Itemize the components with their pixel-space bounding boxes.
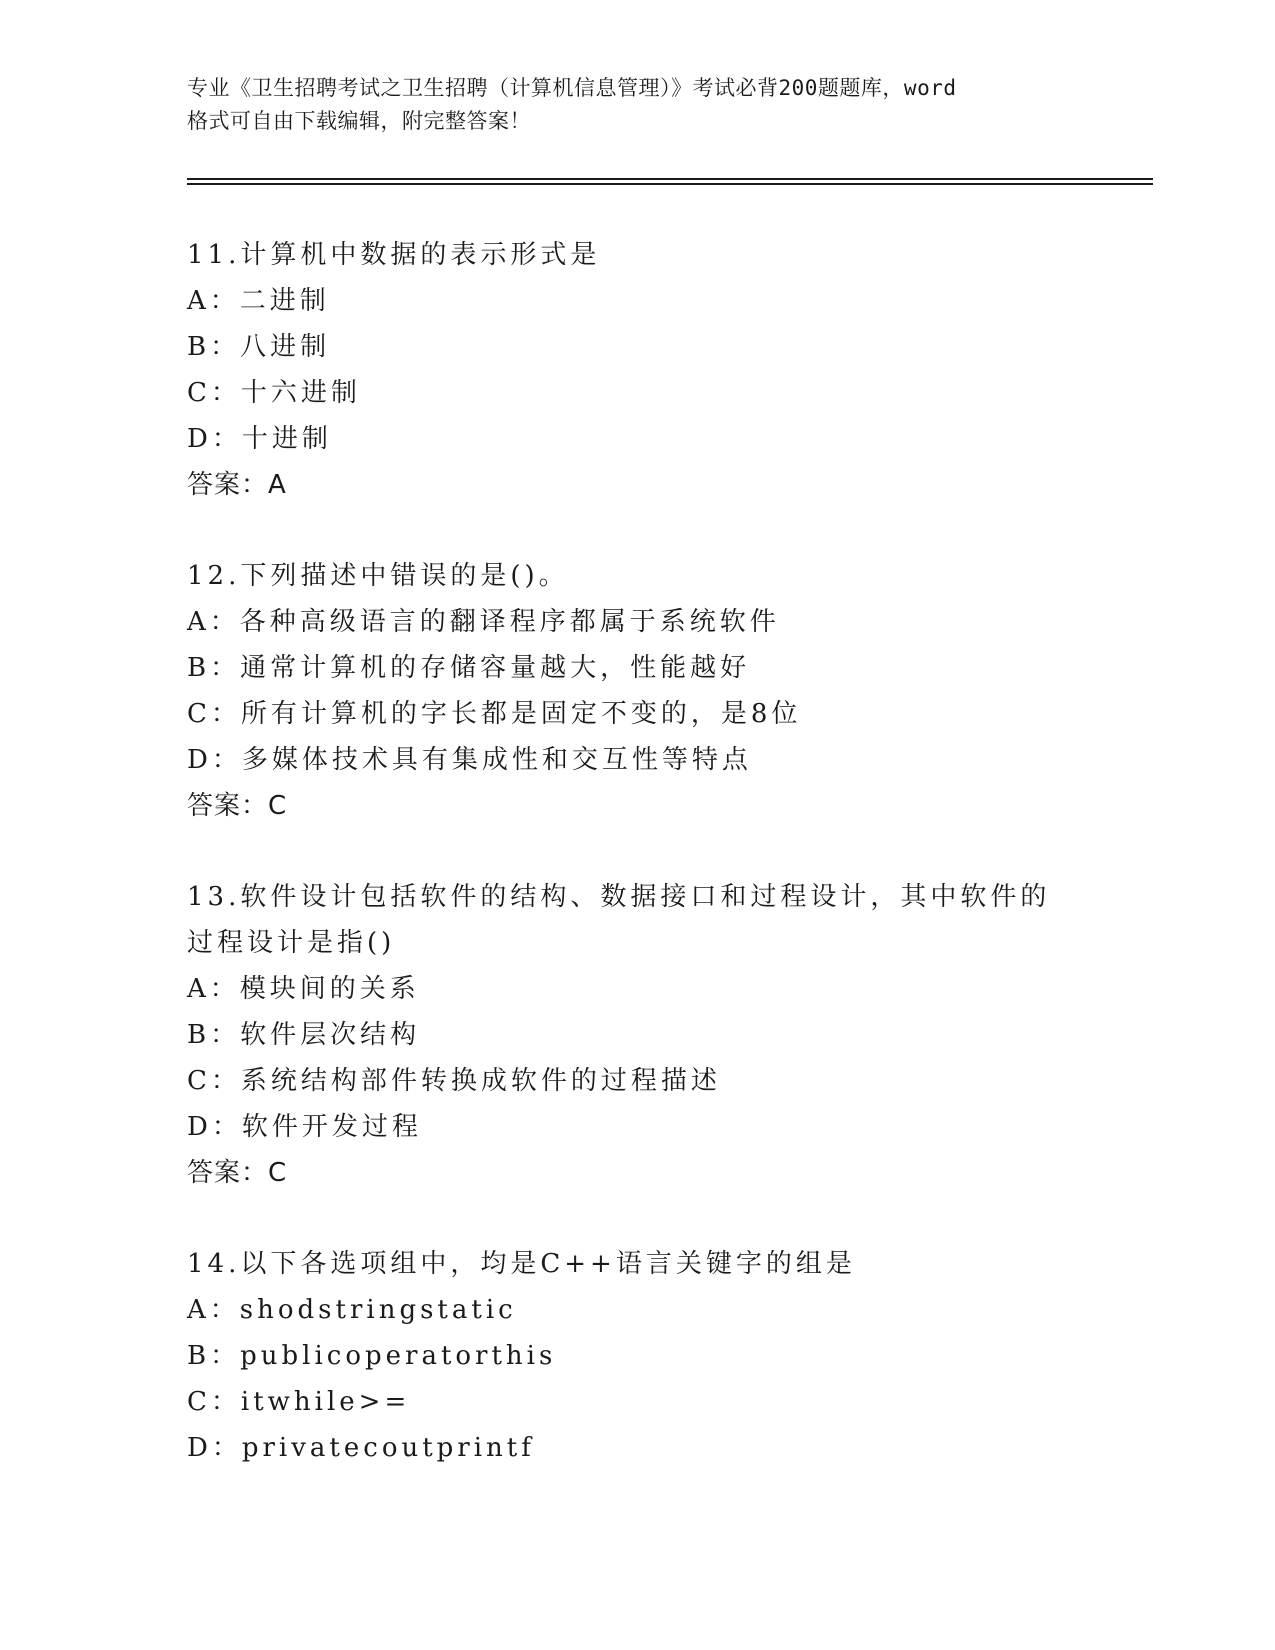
option-b: B：软件层次结构 bbox=[187, 1020, 421, 1050]
header-rule-top bbox=[187, 178, 1153, 180]
option-c: C：系统结构部件转换成软件的过程描述 bbox=[187, 1066, 721, 1096]
header-rule-bottom bbox=[187, 183, 1153, 185]
question-list bbox=[187, 232, 1087, 1516]
question-13 bbox=[187, 874, 1087, 1196]
option-b: B：publicoperatorthis bbox=[187, 1341, 557, 1371]
question-stem: 11.计算机中数据的表示形式是 bbox=[187, 240, 601, 270]
question-stem: 12.下列描述中错误的是()。 bbox=[187, 561, 569, 591]
question-12 bbox=[187, 553, 1087, 829]
header-line-2: 格式可自由下载编辑，附完整答案！ bbox=[187, 109, 531, 133]
option-d: D：软件开发过程 bbox=[187, 1112, 422, 1142]
answer: 答案：A bbox=[187, 470, 287, 500]
option-a: A：二进制 bbox=[187, 286, 330, 316]
option-d: D：多媒体技术具有集成性和交互性等特点 bbox=[187, 745, 752, 775]
option-a: A：模块间的关系 bbox=[187, 974, 420, 1004]
option-c: C：itwhile>= bbox=[187, 1387, 411, 1417]
question-11 bbox=[187, 232, 1087, 508]
option-c: C：十六进制 bbox=[187, 378, 361, 408]
option-d: D：privatecoutprintf bbox=[187, 1433, 535, 1463]
question-14 bbox=[187, 1241, 1087, 1471]
answer: 答案：C bbox=[187, 791, 288, 821]
question-stem: 14.以下各选项组中，均是C++语言关键字的组是 bbox=[187, 1249, 856, 1279]
answer: 答案：C bbox=[187, 1158, 288, 1188]
option-d: D：十进制 bbox=[187, 424, 332, 454]
option-a: A：各种高级语言的翻译程序都属于系统软件 bbox=[187, 607, 780, 637]
document-header bbox=[187, 72, 1087, 138]
option-a: A：shodstringstatic bbox=[187, 1295, 517, 1325]
question-stem: 13.软件设计包括软件的结构、数据接口和过程设计，其中软件的过程设计是指() bbox=[187, 882, 1051, 958]
option-b: B：通常计算机的存储容量越大，性能越好 bbox=[187, 653, 751, 683]
option-b: B：八进制 bbox=[187, 332, 331, 362]
header-line-1: 专业《卫生招聘考试之卫生招聘（计算机信息管理）》考试必背200题题库，word bbox=[187, 76, 957, 100]
option-c: C：所有计算机的字长都是固定不变的，是8位 bbox=[187, 699, 802, 729]
